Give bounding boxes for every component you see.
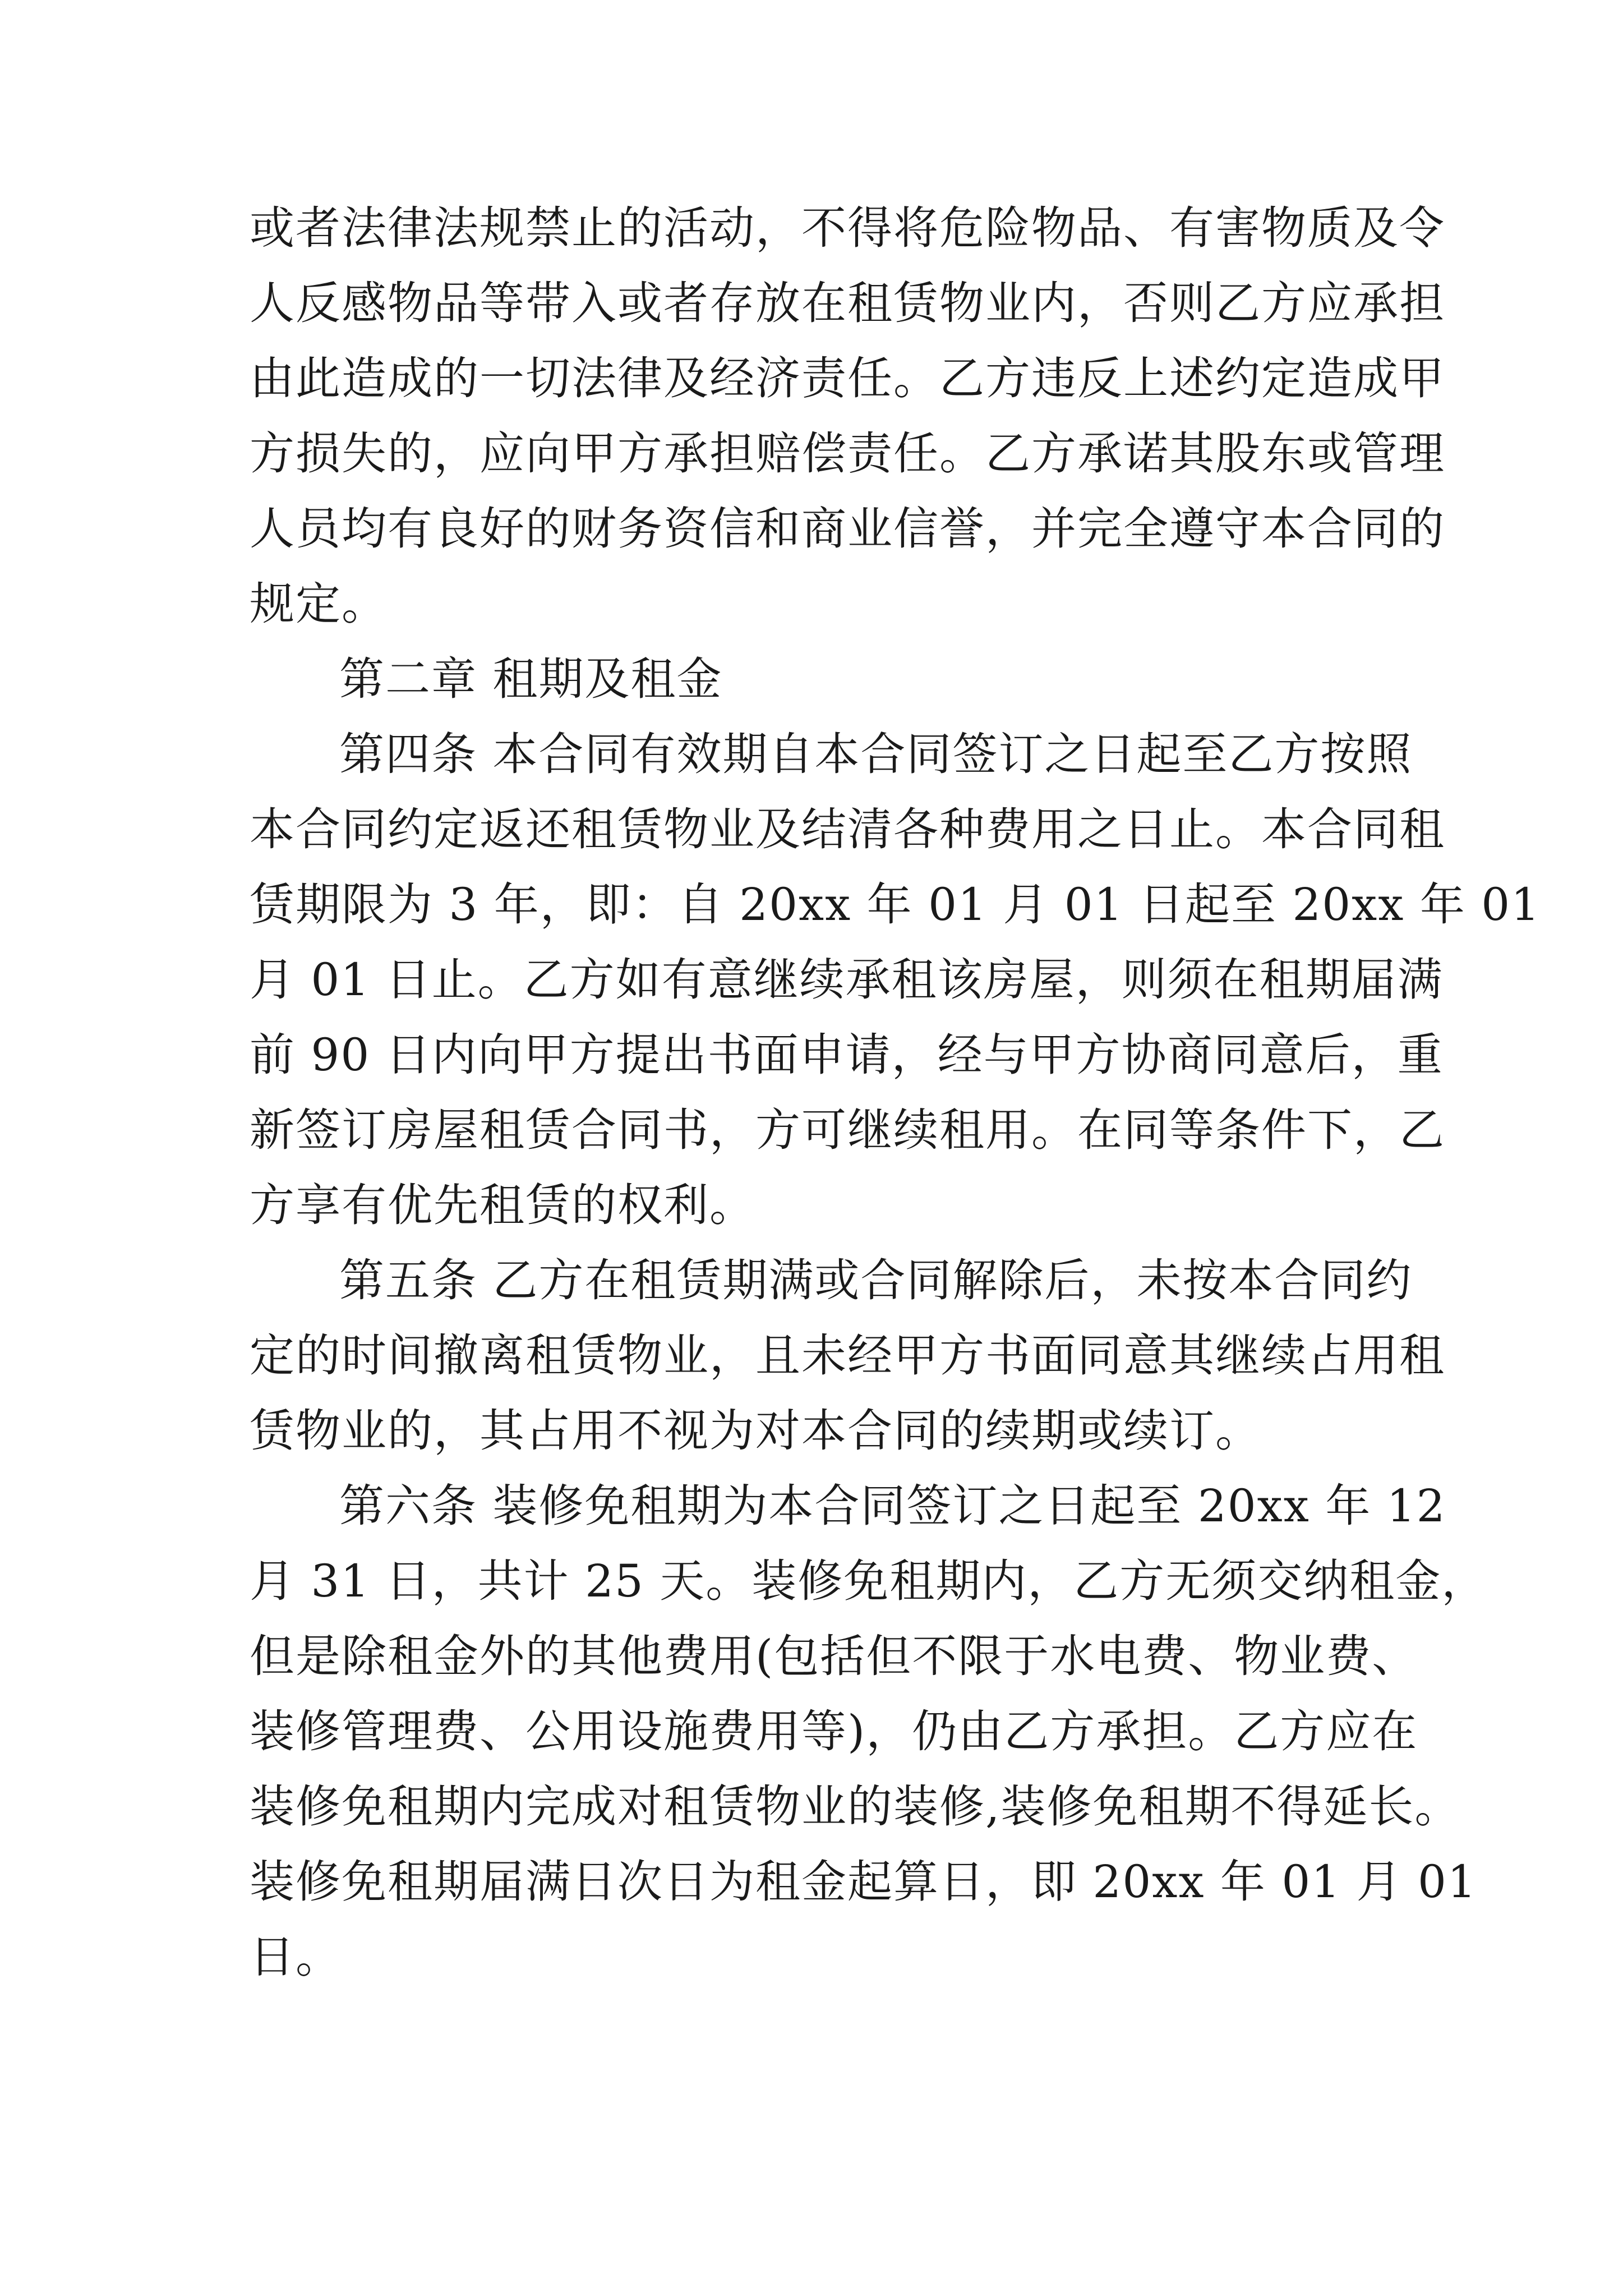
text-line: 规定。 <box>250 578 388 630</box>
text-line: 第六条 装修免租期为本合同签订之日起至 20xx 年 12 <box>339 1480 1446 1532</box>
text-line: 人反感物品等带入或者存放在租赁物业内，否则乙方应承担 <box>250 277 1445 329</box>
chapter-heading <box>250 642 1388 717</box>
text-line: 装修免租期内完成对租赁物业的装修,装修免租期不得延长。 <box>250 1780 1461 1833</box>
text-line: 方损失的，应向甲方承担赔偿责任。乙方承诺其股东或管理 <box>250 427 1445 480</box>
text-line: 但是除租金外的其他费用(包括但不限于水电费、物业费、 <box>250 1630 1418 1682</box>
text-line: 定的时间撤离租赁物业，且未经甲方书面同意其继续占用租 <box>250 1329 1445 1382</box>
paragraph-article-3-continued <box>250 191 1445 642</box>
chapter-title: 第二章 租期及租金 <box>339 653 723 705</box>
text-line: 由此造成的一切法律及经济责任。乙方违反上述约定造成甲 <box>250 352 1445 404</box>
document-body <box>250 191 1541 1995</box>
text-line: 装修免租期届满日次日为租金起算日，即 20xx 年 01 月 01 <box>250 1856 1477 1908</box>
paragraph-article-4 <box>250 717 1541 1243</box>
text-line: 新签订房屋租赁合同书，方可继续租用。在同等条件下，乙 <box>250 1104 1445 1156</box>
text-line: 第四条 本合同有效期自本合同签订之日起至乙方按照 <box>339 728 1413 780</box>
text-line: 第五条 乙方在租赁期满或合同解除后，未按本合同约 <box>339 1254 1413 1306</box>
paragraph-article-6 <box>250 1469 1488 1995</box>
text-line: 前 90 日内向甲方提出书面申请，经与甲方协商同意后，重 <box>250 1029 1444 1081</box>
text-line: 赁物业的，其占用不视为对本合同的续期或续订。 <box>250 1405 1261 1457</box>
text-line: 人员均有良好的财务资信和商业信誉，并完全遵守本合同的 <box>250 503 1445 555</box>
text-line: 方享有优先租赁的权利。 <box>250 1179 755 1231</box>
text-line: 装修管理费、公用设施费用等)，仍由乙方承担。乙方应在 <box>250 1705 1418 1757</box>
text-line: 本合同约定返还租赁物业及结清各种费用之日止。本合同租 <box>250 803 1445 855</box>
text-line: 日。 <box>250 1931 342 1983</box>
paragraph-article-5 <box>250 1243 1445 1469</box>
text-line: 赁期限为 3 年，即：自 20xx 年 01 月 01 日起至 20xx 年 01 <box>250 878 1541 931</box>
text-line: 或者法律法规禁止的活动，不得将危险物品、有害物质及令 <box>250 202 1445 254</box>
text-line: 月 01 日止。乙方如有意继续承租该房屋，则须在租期届满 <box>250 954 1444 1006</box>
text-line: 月 31 日，共计 25 天。装修免租期内，乙方无须交纳租金， <box>250 1555 1488 1607</box>
